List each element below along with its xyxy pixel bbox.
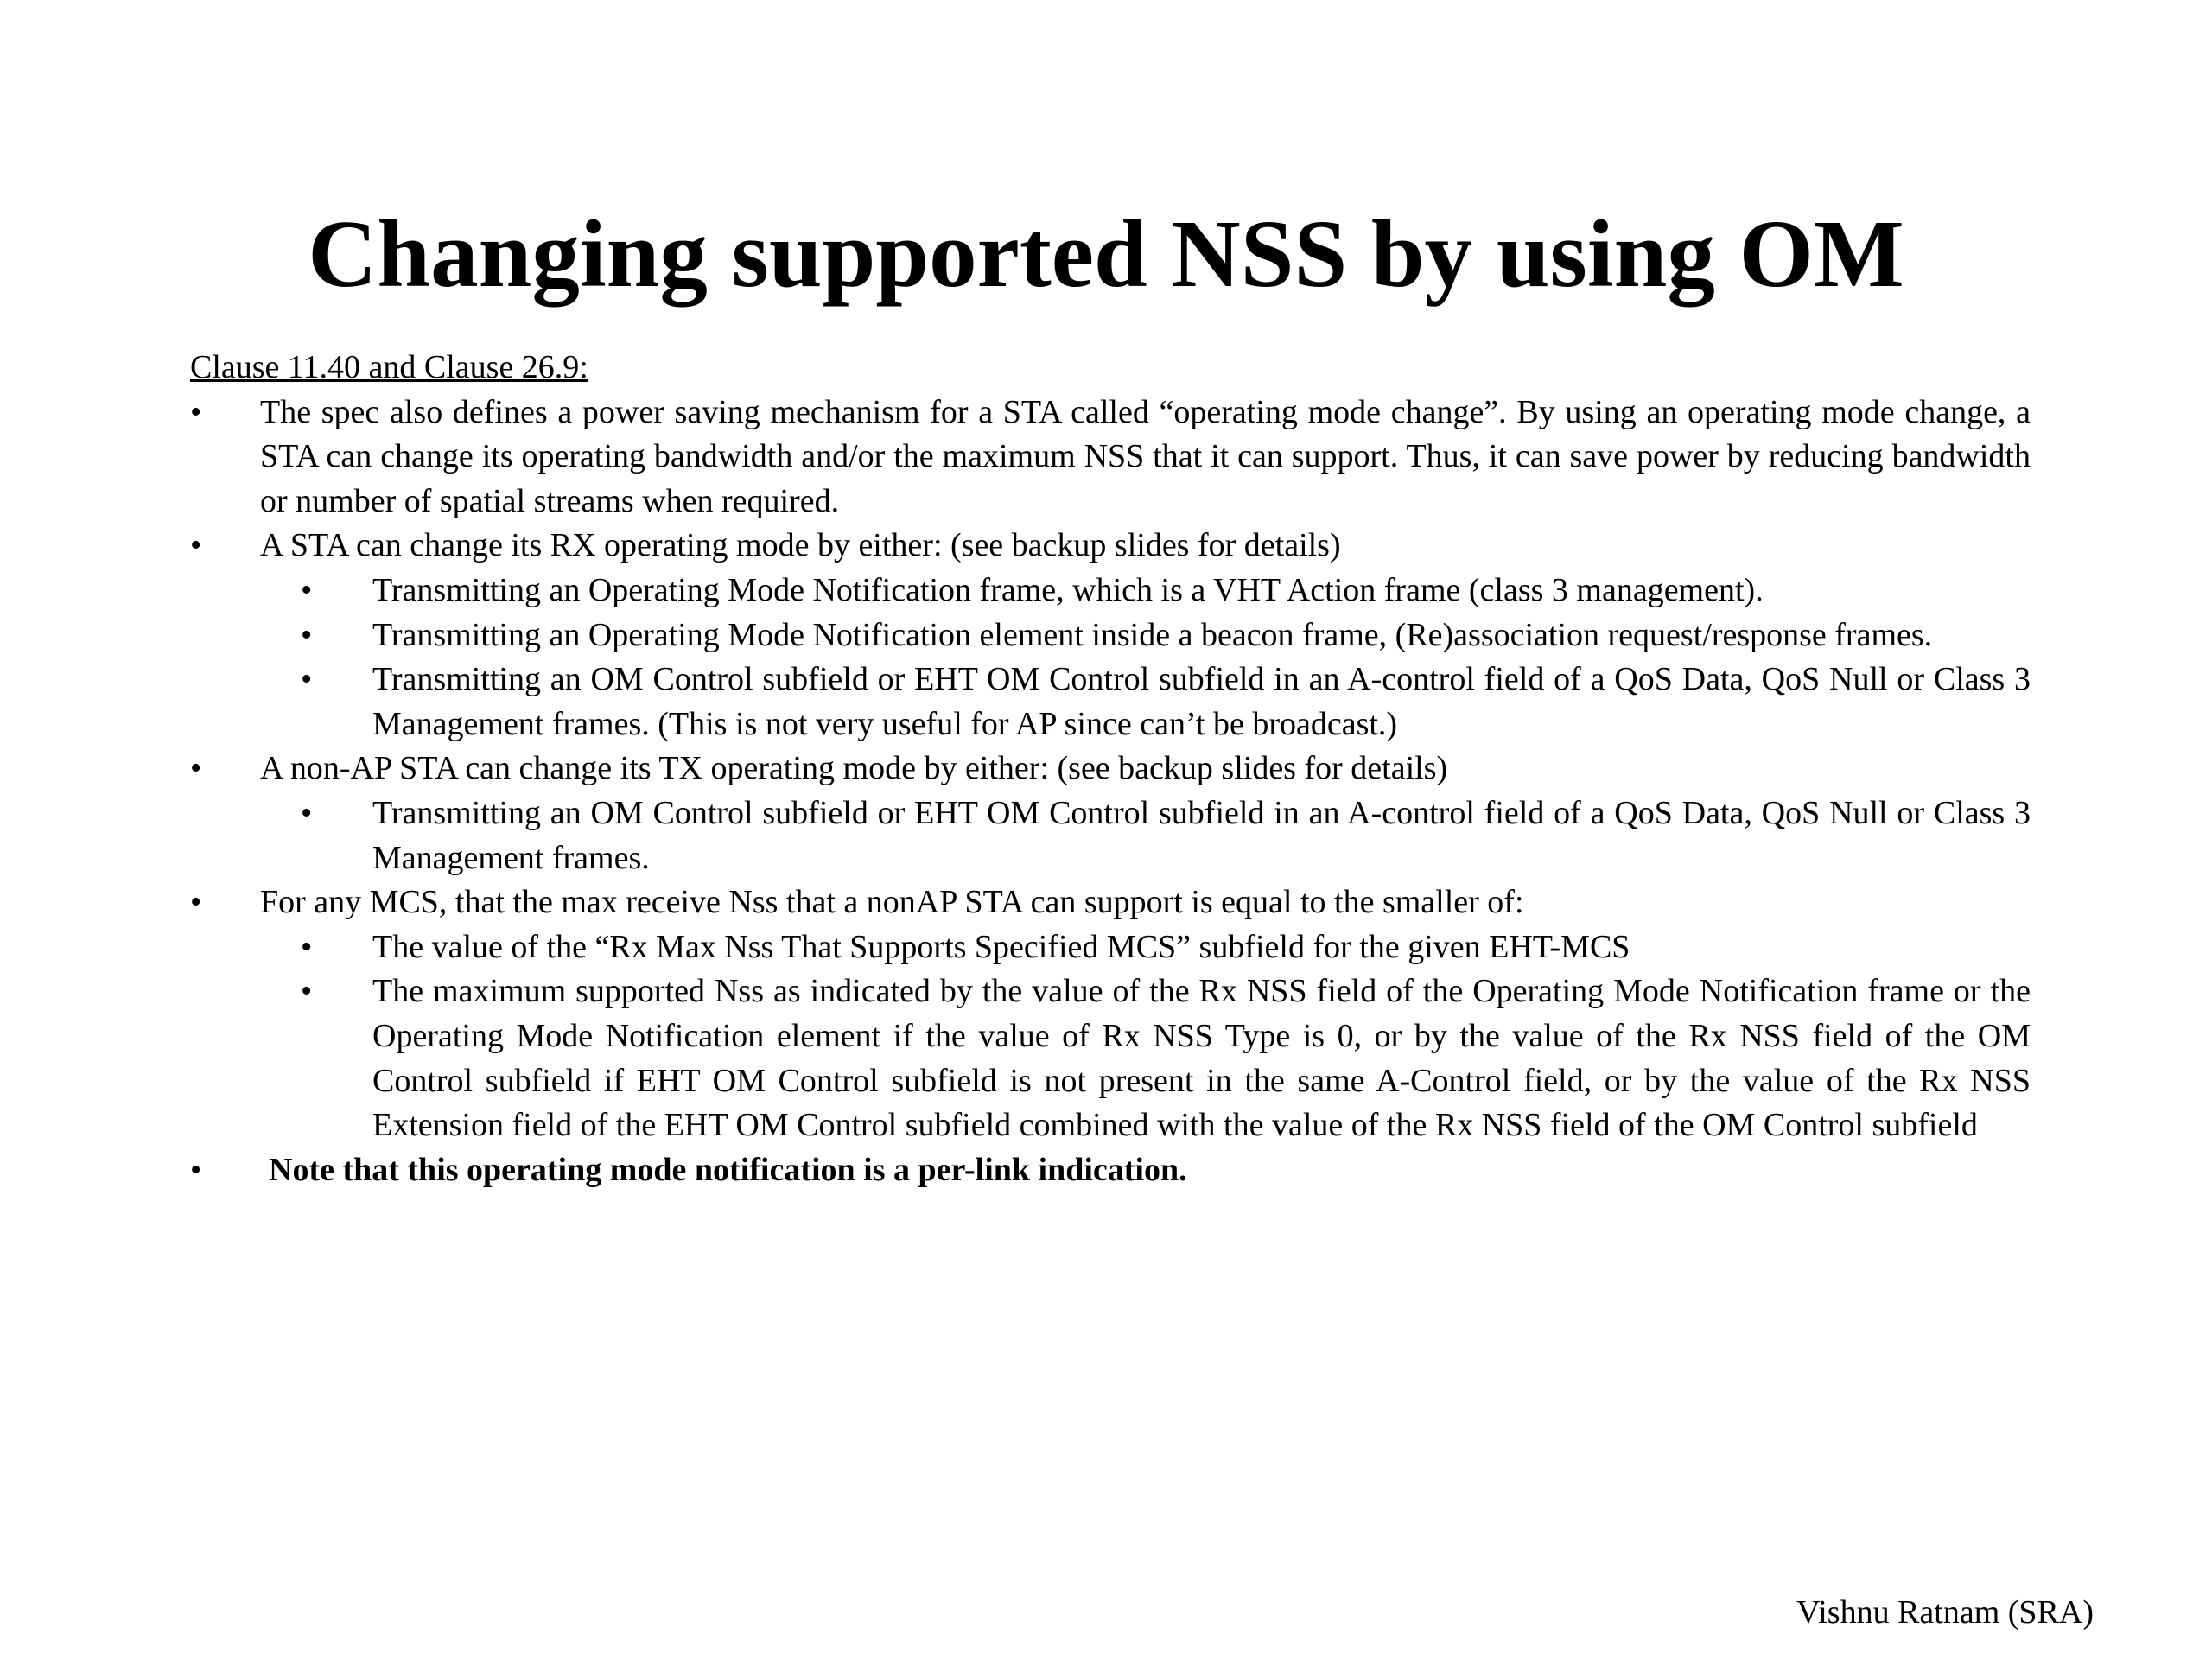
bullet-item xyxy=(190,524,2031,569)
bullet-icon: • xyxy=(190,750,202,787)
sub-bullet-item xyxy=(190,969,2031,1147)
bullet-text: A STA can change its RX operating mode by either: (see backup slides for details) xyxy=(260,527,1341,564)
footer-author: Vishnu Ratnam (SRA) xyxy=(1796,1594,2094,1630)
bullet-item xyxy=(190,747,2031,791)
bullet-icon: • xyxy=(301,571,313,608)
bullet-icon: • xyxy=(301,794,313,831)
bullet-icon: • xyxy=(190,1151,202,1188)
bullet-icon: • xyxy=(301,973,313,1010)
sub-bullet-item xyxy=(190,791,2031,880)
sub-bullet-item xyxy=(190,569,2031,613)
bullet-item xyxy=(190,391,2031,524)
sub-bullet-item xyxy=(190,925,2031,970)
bullet-text: Transmitting an Operating Mode Notification element inside a beacon frame, (Re)association request/response frames. xyxy=(372,616,1933,653)
bullet-text: Transmitting an Operating Mode Notification frame, which is a VHT Action frame (class 3 management). xyxy=(372,571,1764,608)
bullet-icon: • xyxy=(190,884,202,921)
bullet-icon: • xyxy=(301,661,313,698)
bullet-text: Transmitting an OM Control subfield or EHT OM Control subfield in an A-control field of a QoS Data, QoS Null or Class 3 Management frames. (This is not very useful for AP since can’t be broadcast.) xyxy=(372,661,2031,742)
bullet-text: The value of the “Rx Max Nss That Supports Specified MCS” subfield for the given EHT-MCS xyxy=(372,928,1630,965)
bullet-text: A non-AP STA can change its TX operating mode by either: (see backup slides for details) xyxy=(260,750,1448,787)
note-text: Note that this operating mode notification is a per-link indication. xyxy=(269,1151,1187,1188)
slide-title: Changing supported NSS by using OM xyxy=(308,201,1904,308)
sub-bullet-item xyxy=(190,613,2031,658)
bullet-text: For any MCS, that the max receive Nss that a nonAP STA can support is equal to the smaller of: xyxy=(260,884,1524,921)
sub-bullet-item xyxy=(190,658,2031,747)
slide-body xyxy=(190,346,2031,1192)
bullet-icon: • xyxy=(301,616,313,653)
bullet-icon: • xyxy=(301,928,313,965)
note-bullet-item xyxy=(190,1148,2031,1193)
bullet-icon: • xyxy=(190,393,202,430)
bullet-icon: • xyxy=(190,527,202,564)
bullet-text: The spec also defines a power saving mechanism for a STA called “operating mode change”. By using an operating mode change, a STA can change its operating bandwidth and/or the maximum NSS that it can support. Thus, it can save power by reducing bandwidth or number of spatial streams when required. xyxy=(260,393,2031,519)
bullet-item xyxy=(190,880,2031,925)
bullet-text: The maximum supported Nss as indicated by the value of the Rx NSS field of the Operating Mode Notification frame or the Operating Mode Notification element if the value of Rx NSS Type is 0, or by the value of the Rx NSS field of the OM Control subfield if EHT OM Control subfield is not present in the same A-Control field, or by the value of the Rx NSS Extension field of the EHT OM Control subfield combined with the value of the Rx NSS field of the OM Control subfield xyxy=(372,973,2031,1144)
bullet-text: Transmitting an OM Control subfield or EHT OM Control subfield in an A-control field of a QoS Data, QoS Null or Class 3 Management frames. xyxy=(372,794,2031,876)
clause-heading: Clause 11.40 and Clause 26.9: xyxy=(190,349,588,385)
